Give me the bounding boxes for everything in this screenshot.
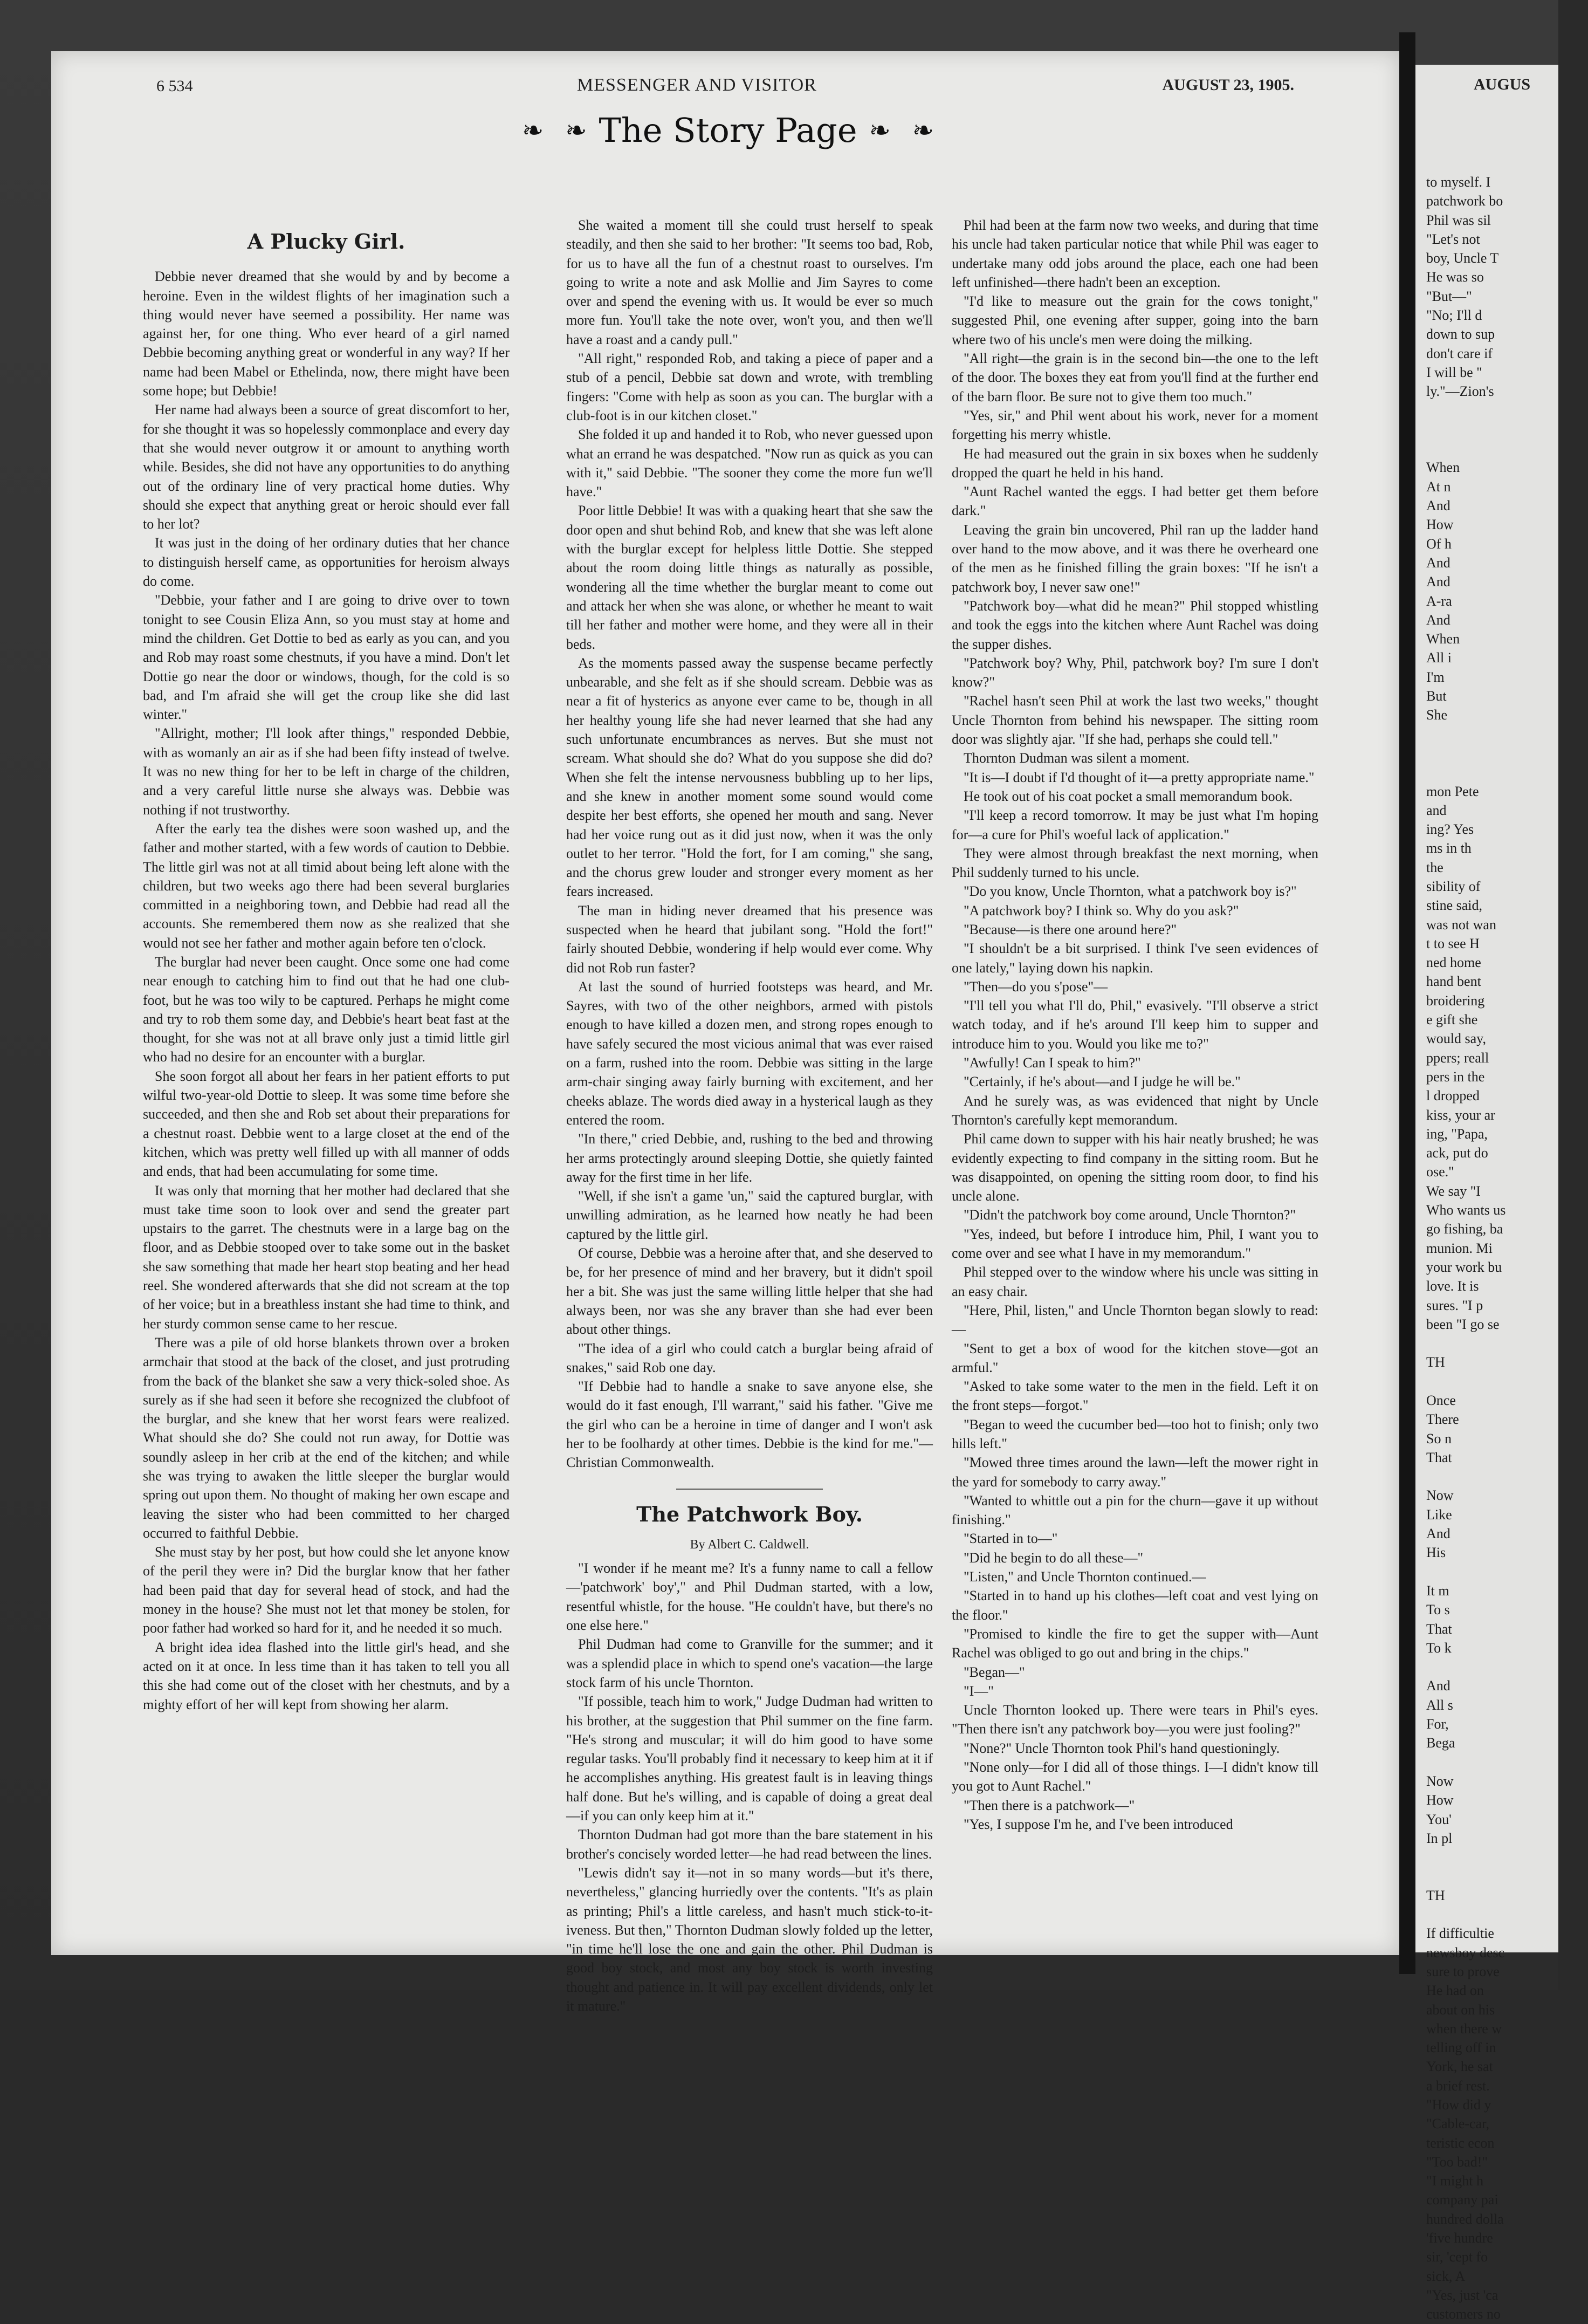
adjacent-page-line: l dropped <box>1426 1088 1480 1104</box>
adjacent-page-line: down to sup <box>1426 326 1495 342</box>
adjacent-page-line: There <box>1426 1411 1459 1428</box>
paragraph: Leaving the grain bin uncovered, Phil ran up the ladder hand over hand to the mow above, and it was there he overheard one of the men as he finished filling the grain boxes: "If he isn't a patchwork boy, I never saw one!" <box>952 522 1318 595</box>
paragraph: "Allright, mother; I'll look after things," responded Debbie, with as womanly an air as if she had been fifty instead of twelve. It was no new thing for her to be left in charge of the children, and a very careful little nurse she always was. Debbie was nothing if not trustworthy. <box>143 725 510 818</box>
adjacent-page-line: was not wan <box>1426 916 1496 933</box>
adjacent-page-line: His <box>1426 1545 1446 1561</box>
adjacent-page-line: stine said, <box>1426 897 1482 914</box>
adjacent-page-line <box>1426 1467 1588 1486</box>
adjacent-page-line: 'five hundre <box>1426 2230 1493 2246</box>
adjacent-page-line: customers no <box>1426 2306 1501 2322</box>
adjacent-page-line: your work bu <box>1426 1259 1502 1275</box>
paragraph: There was a pile of old horse blankets thrown over a broken armchair that stood at the back of the closet, and just protruding from the back of the blanket she saw a very thick-soled shoe. As surely as if she had seen it before she recognized the clubfoot of the burglar, and she knew that her worst fears were realized. What should she do? She could not run away, for Dottie was soundly asleep in her crib at the end of the kitchen; and while she was trying to awaken the little sleeper the burglar would spring out upon them. No thought of making her own escape and leaving the sister who had been committed to her charged occurred to faithful Debbie. <box>143 1334 510 1541</box>
paragraph: Phil stepped over to the window where his uncle was sitting in an easy chair. <box>952 1264 1318 1299</box>
paragraph: "Then there is a patchwork—" <box>964 1797 1135 1813</box>
adjacent-page-line: You' <box>1426 1811 1452 1827</box>
paragraph: "All right," responded Rob, and taking a piece of paper and a stub of a pencil, Debbie sat down and wrote, with trembling fingers: "Come with help as soon as you can. The burglar with a club-foot is in our kitchen closet." <box>566 351 933 423</box>
story-title: The Patchwork Boy. <box>636 1502 863 1526</box>
adjacent-page-line: And <box>1426 574 1450 590</box>
adjacent-page-line: Phil was sil <box>1426 212 1491 228</box>
paragraph: "Rachel hasn't seen Phil at work the last two weeks," thought Uncle Thornton from behind his newspaper. The sitting room door was slightly ajar. "If she had, perhaps she could tell." <box>952 693 1318 748</box>
paragraph: After the early tea the dishes were soon washed up, and the father and mother started, with a few words of caution to Debbie. The little girl was not at all timid about being left alone with the children, but two weeks ago there had been several burglaries committed in a neighboring town, and Debbie had read all the accounts. She remembered them now as she realized that she would not see her father and mother again before ten o'clock. <box>143 820 510 951</box>
paragraph: "Asked to take some water to the men in the field. Left it on the front steps—forgot." <box>952 1379 1318 1414</box>
paragraph: "Aunt Rachel wanted the eggs. I had better get them before dark." <box>952 484 1318 519</box>
adjacent-page-line: "How did y <box>1426 2096 1491 2113</box>
paragraph: "Didn't the patchwork boy come around, Uncle Thornton?" <box>964 1207 1296 1223</box>
paragraph: She soon forgot all about her fears in her patient efforts to put wilful two-year-old Dottie to sleep. It was some time before she succeeded, and then she and Rob set about their preparations for a chestnut roast. Debbie went to a large closet at the end of the kitchen, which was pretty well filled up with all manner of odds and ends, that had been accumulating for some time. <box>143 1068 510 1180</box>
adjacent-page-line: kiss, your ar <box>1426 1107 1495 1123</box>
paragraph: "I'd like to measure out the grain for the cows tonight," suggested Phil, one evening after supper, going into the barn where two of his uncle's men were doing the milking. <box>952 293 1318 347</box>
adjacent-page-line: Like <box>1426 1506 1452 1523</box>
paragraph: "Wanted to whittle out a pin for the churn—gave it up without finishing." <box>952 1492 1318 1528</box>
adjacent-page-line: ms in th <box>1426 840 1472 856</box>
adjacent-page-line: All i <box>1426 650 1452 666</box>
fleuron-icon: ❧ <box>565 116 587 145</box>
paragraph: Thornton Dudman had got more than the bare statement in his brother's concisely worded letter—he had read between the lines. <box>566 1827 933 1862</box>
issue-date: AUGUST 23, 1905. <box>1162 76 1294 94</box>
paragraph: "Yes, sir," and Phil went about his work, never for a moment forgetting his merry whistle. <box>952 407 1318 443</box>
paragraph: It was only that morning that her mother had declared that she must take time soon to look over and send the greater part upstairs to the garret. The chestnuts were in a large bag on the floor, and as Debbie stooped over to take some out in the basket she saw something that made her heart stop beating and her head reel. She wondered afterwards that she did not scream at the top of her voice; but in a breathless instant she had time to think, and her sturdy common sense came to her rescue. <box>143 1182 510 1332</box>
paragraph: Phil came down to supper with his hair neatly brushed; he was evidently expecting to find company in the sitting room. But he was disappointed, on opening the sitting room door, to find his uncle alone. <box>952 1131 1318 1204</box>
adjacent-page-line <box>1426 1657 1588 1676</box>
adjacent-page-line: a brief rest. <box>1426 2078 1490 2094</box>
paragraph: At last the sound of hurried footsteps was heard, and Mr. Sayres, with two of the other neighbors, armed with pistols enough to have killed a dozen men, and strong ropes enough to have safely secured the most vicious animal that was ever raised on a farm, rushed into the room. Debbie was sitting in the large arm-chair singing away fairly burning with excitement, and her cheeks ablaze. The words died away in a hysterical laugh as they entered the room. <box>566 978 933 1128</box>
fleuron-icon: ❧ <box>869 116 891 145</box>
paragraph: "It is—I doubt if I'd thought of it—a pretty appropriate name." <box>964 769 1315 785</box>
adjacent-page-line: That <box>1426 1449 1452 1465</box>
adjacent-page-line: "Cable-car, <box>1426 2116 1490 2132</box>
paper-name: MESSENGER AND VISITOR <box>577 75 817 95</box>
adjacent-page-line: But <box>1426 688 1447 704</box>
adjacent-page-line: don't care if <box>1426 345 1493 361</box>
adjacent-page-line: e gift she <box>1426 1012 1478 1028</box>
adjacent-page-line: hundred dolla <box>1426 2211 1504 2227</box>
adjacent-page-line: ing? Yes <box>1426 821 1474 838</box>
adjacent-page-line: For, <box>1426 1716 1449 1732</box>
adjacent-page-line: I will be " <box>1426 364 1482 380</box>
paragraph: "I—" <box>964 1683 994 1699</box>
adjacent-page-line: "Too bad!" <box>1426 2154 1488 2170</box>
paragraph: "Did he begin to do all these—" <box>964 1550 1144 1566</box>
adjacent-page-line <box>1426 1372 1588 1391</box>
paragraph: "Yes, I suppose I'm he, and I've been introduced <box>964 1816 1233 1832</box>
paragraph: "In there," cried Debbie, and, rushing to the bed and throwing her arms protectingly around sleeping Dottie, she quietly fainted away for the first time in her life. <box>566 1131 933 1185</box>
adjacent-page-line: t to see H <box>1426 935 1480 951</box>
paragraph: Poor little Debbie! It was with a quaking heart that she saw the door open and shut behind Rob, and knew that she was left alone with the burglar except for helpless little Dottie. She stepped about the room doing little things as naturally as possible, wondering all the time whether the burglar meant to come out and attack her when she was alone, or whether he meant to wait till her father and mother were home, and they were all in their beds. <box>566 503 933 652</box>
adjacent-page-line: And <box>1426 554 1450 571</box>
paragraph: "Certainly, if he's about—and I judge he will be." <box>964 1074 1241 1090</box>
adjacent-page-line: We say "I <box>1426 1183 1481 1199</box>
adjacent-page-line: broidering <box>1426 992 1485 1009</box>
adjacent-page-line: patchwork bo <box>1426 193 1503 209</box>
paragraph: He had measured out the grain in six boxes when he suddenly dropped the quart he held in his hand. <box>952 445 1318 481</box>
paragraph: Phil Dudman had come to Granville for the summer; and it was a splendid place in which to spend one's vacation—the large stock farm of his uncle Thornton. <box>566 1636 933 1690</box>
paragraph: "Then—do you s'pose"— <box>964 978 1108 995</box>
adjacent-page-line: ose." <box>1426 1164 1454 1180</box>
adjacent-page-line <box>1426 1562 1588 1581</box>
adjacent-page-line: "But—" <box>1426 288 1472 304</box>
story-title: A Plucky Girl. <box>247 229 405 253</box>
adjacent-page <box>1415 65 1558 2322</box>
paragraph: "I'll keep a record tomorrow. It may be just what I'm hoping for—a cure for Phil's woeful lack of application." <box>952 807 1318 842</box>
paragraph: She folded it up and handed it to Rob, who never guessed upon what an errand he was despatched. "Now run as quick as you can with it," said Debbie. "The sooner they come the more fun we'll have." <box>566 427 933 500</box>
paragraph: "Because—is there one around here?" <box>964 921 1177 937</box>
paragraph: "Here, Phil, listen," and Uncle Thornton began slowly to read:— <box>952 1302 1318 1338</box>
paragraph: "Do you know, Uncle Thornton, what a patchwork boy is?" <box>964 883 1297 900</box>
paragraph: The man in hiding never dreamed that his presence was suspected when he heard that jubilant song. "Hold the fort!" fairly shouted Debbie, wondering if help would ever come. Why did not Rob run faster? <box>566 902 933 976</box>
paragraph: "Awfully! Can I speak to him?" <box>964 1055 1141 1071</box>
adjacent-page-line: When <box>1426 460 1460 476</box>
paragraph: "Started in to hand up his clothes—left coat and vest lying on the floor." <box>952 1588 1318 1623</box>
paragraph: "A patchwork boy? I think so. Why do you ask?" <box>964 902 1239 918</box>
paragraph: "I shouldn't be a bit surprised. I think I've seen evidences of one lately," laying down his napkin. <box>952 941 1318 976</box>
paragraph: "I wonder if he meant me? It's a funny name to call a fellow—'patchwork' boy'," and Phil Dudman started, with a low, resentful whistle, for the house. "He couldn't have, but there's no one else here." <box>566 1560 933 1634</box>
adjacent-page-line: That <box>1426 1621 1452 1637</box>
paragraph: "Debbie, your father and I are going to drive over to town tonight to see Cousin Eliza Ann, so you must stay at home and mind the children. Get Dottie to bed as early as you can, and you and Rob may roast some chestnuts, if you have a mind. Don't let Dottie go near the door or windows, though, for the cold is so bad, and I'm afraid she will get the croup like she did last winter." <box>143 592 510 723</box>
adjacent-page-line: It m <box>1426 1582 1449 1599</box>
adjacent-page-line: In pl <box>1426 1830 1453 1846</box>
paragraph: They were almost through breakfast the next morning, when Phil suddenly turned to his uncle. <box>952 845 1318 881</box>
paragraph: "If possible, teach him to work," Judge Dudman had written to his brother, at the suggestion that Phil summer on the fine farm. "He's strong and muscular; it will do him good to have some regular tasks. You'll probably find it necessary to keep him at it if he accomplishes anything. His greatest fault is in leaving things half done. But he's willing, and is capable of doing a great deal—if you can only keep him at it." <box>566 1694 933 1824</box>
adjacent-page-line: munion. Mi <box>1426 1240 1493 1256</box>
paragraph: And he surely was, as was evidenced that night by Uncle Thornton's carefully kept memorandum. <box>952 1093 1318 1128</box>
adjacent-page-line: ned home <box>1426 955 1481 971</box>
adjacent-page-line: I'm <box>1426 669 1445 685</box>
section-title <box>485 111 971 170</box>
adjacent-page-line: Once <box>1426 1393 1456 1408</box>
page-gutter <box>1399 32 1415 1974</box>
adjacent-page-line: She <box>1426 707 1447 723</box>
adjacent-page-line <box>1426 439 1588 458</box>
adjacent-page-line: company pai <box>1426 2192 1498 2208</box>
adjacent-page-line: sures. "I p <box>1426 1297 1483 1313</box>
adjacent-page-line: hand bent <box>1426 974 1481 990</box>
adjacent-page-header: AUGUS <box>1474 76 1531 93</box>
adjacent-page-line <box>1426 401 1588 420</box>
adjacent-page-line <box>1426 1867 1588 1886</box>
adjacent-page-line: And <box>1426 498 1450 514</box>
paragraph: "Started in to—" <box>964 1531 1058 1547</box>
fleuron-icon: ❧ <box>912 116 934 145</box>
adjacent-page-line: ing, "Papa, <box>1426 1126 1488 1142</box>
paragraph: "None?" Uncle Thornton took Phil's hand questioningly. <box>964 1740 1280 1756</box>
paragraph: Her name had always been a source of great discomfort to her, for she thought it was so hopelessly commonplace and every day that she would never outgrow it or amount to anything worth while. Besides, she did not have any opportunities to do anything out of the ordinary line of very practical home duties. Why should she expect that anything great or heroic should ever fall to her lot? <box>143 402 510 532</box>
adjacent-page-line: teristic econ <box>1426 2135 1495 2151</box>
paragraph: "The idea of a girl who could catch a burglar being afraid of snakes," said Rob one day. <box>566 1340 933 1375</box>
paragraph: "Began—" <box>964 1664 1025 1680</box>
adjacent-page-line: TH <box>1426 1887 1445 1903</box>
adjacent-page-line: Now <box>1426 1487 1454 1504</box>
adjacent-page-line: So n <box>1426 1430 1452 1446</box>
adjacent-page-line: "Yes, just 'ca <box>1426 2287 1498 2303</box>
paragraph: "If Debbie had to handle a snake to save anyone else, she would do it fast enough, I'll warrant," said his father. "Give me the girl who can be a heroine in time of danger and I won't ask her to be foolhardy at other times. Debbie is the kind for me."—Christian Commonwealth. <box>566 1379 933 1471</box>
paragraph: "Sent to get a box of wood for the kitchen stove—got an armful." <box>952 1340 1318 1375</box>
adjacent-page-line: All s <box>1426 1697 1453 1713</box>
adjacent-page-line <box>1426 725 1588 744</box>
paragraph: "Promised to kindle the fire to get the supper with—Aunt Rachel was obliged to go out and bring in the chips." <box>952 1626 1318 1661</box>
text-column-2 <box>566 216 933 2014</box>
paragraph: It was just in the doing of her ordinary duties that her chance to distinguish herself came, as opportunities for heroism always do come. <box>143 535 510 589</box>
story-byline: By Albert C. Caldwell. <box>690 1537 809 1552</box>
adjacent-page-text <box>1426 173 1588 2324</box>
adjacent-page-line: the <box>1426 859 1443 875</box>
section-heading: The Story Page <box>599 111 857 150</box>
adjacent-page-line: Bega <box>1426 1735 1455 1751</box>
adjacent-page-line: He had on <box>1426 1983 1484 1999</box>
adjacent-page-line <box>1426 763 1588 781</box>
adjacent-page-line: York, he sat <box>1426 2059 1493 2075</box>
paragraph: The burglar had never been caught. Once some one had come near enough to catching him to find out that he had one club-foot, but he was too wily to be captured. Perhaps he might come and try to rob them some day, and Debbie's heart beat fast at the thought, for she was not at all brave only just a timid little girl who had no desire for an encounter with a burglar. <box>143 954 510 1065</box>
adjacent-page-line: when there w <box>1426 2020 1502 2037</box>
adjacent-page-line <box>1426 1334 1588 1353</box>
text-column-1 <box>143 216 510 1915</box>
adjacent-page-line: boy, Uncle T <box>1426 250 1499 266</box>
paragraph: "Well, if she isn't a game 'un," said the captured burglar, with unwilling admiration, as he learned how neatly he had been captured by the little girl. <box>566 1188 933 1242</box>
paragraph: Of course, Debbie was a heroine after that, and she deserved to be, for her presence of mind and her bravery, but it didn't spoil her a bit. She was just the same willing little helper that she had always been, nor was she any braver than she had ever been about other things. <box>566 1245 933 1338</box>
paragraph: Phil had been at the farm now two weeks, and during that time his uncle had taken particular notice that while Phil was eager to undertake many odd jobs around the place, each one had been left unfinished—there hadn't been an exception. <box>952 217 1318 290</box>
fleuron-icon: ❧ <box>522 116 544 145</box>
adjacent-page-line: How <box>1426 1792 1454 1808</box>
paragraph: "Patchwork boy—what did he mean?" Phil stopped whistling and took the eggs into the kitchen where Aunt Rachel was doing the supper dishes. <box>952 598 1318 652</box>
paragraph: "I'll tell you what I'll do, Phil," evasively. "I'll observe a strict watch today, and if he's around I'll keep him to supper and introduce him to you. Would you like me to?" <box>952 998 1318 1052</box>
adjacent-page-line: At n <box>1426 478 1451 495</box>
adjacent-page-line: go fishing, ba <box>1426 1221 1503 1237</box>
adjacent-page-line: Of h <box>1426 536 1452 552</box>
adjacent-page-line: "Let's not <box>1426 231 1480 247</box>
paragraph: As the moments passed away the suspense became perfectly unbearable, and she felt as if she should scream. Debbie was as near a fit of hysterics as anyone ever came to be, though in all her healthy young life she had never learned that she had any such unfortunate encumbrances as nerves. But she must not scream. What should she do? What do you suppose she did do? When she felt the intense nervousness bubbling up to her lips, and she knew in another moment some sound would come despite her best efforts, she opened her mouth and sang. Never had her voice rung out as it did just now, when it was the only outlet to her terror. "Hold the fort, for I am coming," she sang, and the chorus grew louder and stronger every moment as her fears increased. <box>566 655 933 900</box>
adjacent-page-line: and <box>1426 802 1447 818</box>
paragraph: "Lewis didn't say it—not in so many words—but it's there, nevertheless," glancing hurriedly over the contents. "It's as plain as printing; Phil's a little careless, and hasn't much stick-to-it-iveness. But then," Thornton Dudman slowly folded up the letter, "in time he'll lose the one and gain the other. Phil Dudman is good boy stock, and most any boy stock is worth investing thought and patience in. It will pay excellent dividends, only let it mature." <box>566 1864 933 2014</box>
story-divider <box>676 1489 823 1490</box>
adjacent-page-line: been "I go se <box>1426 1316 1500 1332</box>
adjacent-page-line: ly."—Zion's <box>1426 383 1494 400</box>
adjacent-page-line: To s <box>1426 1602 1450 1618</box>
adjacent-page-line: pers in the <box>1426 1068 1485 1085</box>
adjacent-page-line: sure to prove <box>1426 1963 1500 1979</box>
adjacent-page-line: And <box>1426 1526 1450 1542</box>
paragraph: "Yes, indeed, but before I introduce him, Phil, I want you to come over and see what I have in my memorandum." <box>952 1226 1318 1262</box>
adjacent-page-line: sibility of <box>1426 878 1481 894</box>
adjacent-page-line: And <box>1426 1678 1450 1694</box>
adjacent-page-line: TH <box>1426 1354 1445 1370</box>
paragraph: She must stay by her post, but how could she let anyone know of the peril they were in? Did the burglar know that her father had been paid that day for several head of stock, and had the money in the house? She must not let that money be stolen, for poor father had worked so hard for it, and he needed it so much. <box>143 1544 510 1636</box>
adjacent-page-line: Now <box>1426 1773 1454 1789</box>
adjacent-page-line: newsboy desc <box>1426 1944 1505 1960</box>
paragraph: A bright idea idea flashed into the little girl's head, and she acted on it at once. In less time than it has taken to tell you all this she had come out of the closet with her chestnuts, and by a mighty effort of her will kept from showing her alarm. <box>143 1639 510 1712</box>
paragraph: He took out of his coat pocket a small memorandum book. <box>964 788 1293 804</box>
adjacent-page-line: mon Pete <box>1426 783 1479 799</box>
adjacent-page-line: Who wants us <box>1426 1202 1506 1218</box>
adjacent-page-line <box>1426 1905 1588 1924</box>
masthead <box>156 72 1294 104</box>
adjacent-page-line <box>1426 420 1588 439</box>
paragraph: "All right—the grain is in the second bin—the one to the left of the door. The boxes they eat from you'll find at the further end of the barn floor. Be sure not to give them too much." <box>952 351 1318 405</box>
paragraph: She waited a moment till she could trust herself to speak steadily, and then she said to her brother: "It seems too bad, Rob, for us to have all the fun of a chestnut roast to ourselves. I'm going to write a note and ask Mollie and Jim Sayres to come over and spend the evening with us. It would be ever so much more fun. You'll take the note over, won't you, and then we'll have a roast and a candy pull." <box>566 217 933 347</box>
adjacent-page-line: ack, put do <box>1426 1145 1488 1161</box>
adjacent-page-line: telling off in <box>1426 2040 1496 2056</box>
adjacent-page-line: And <box>1426 612 1450 628</box>
paragraph: Thornton Dudman was silent a moment. <box>964 750 1190 766</box>
adjacent-page-line: If difficultie <box>1426 1925 1494 1942</box>
paragraph: "Mowed three times around the lawn—left the mower right in the yard for somebody to carry away." <box>952 1455 1318 1490</box>
paragraph: "Began to weed the cucumber bed—too hot to finish; only two hills left." <box>952 1416 1318 1451</box>
adjacent-page-line: about on his <box>1426 2001 1495 2018</box>
adjacent-page-line <box>1426 1848 1588 1867</box>
adjacent-page-line: love. It is <box>1426 1278 1479 1294</box>
paragraph: "Listen," and Uncle Thornton continued.— <box>964 1569 1206 1585</box>
adjacent-page-line: A-ra <box>1426 593 1452 609</box>
adjacent-page-line: "I might h <box>1426 2173 1483 2189</box>
adjacent-page-line: When <box>1426 631 1460 647</box>
adjacent-page-line: would say, <box>1426 1031 1486 1047</box>
adjacent-page-line: sick, A <box>1426 2268 1466 2284</box>
adjacent-page-line: ppers; reall <box>1426 1050 1489 1066</box>
adjacent-page-line: To k <box>1426 1640 1452 1656</box>
text-column-3 <box>952 216 1318 1915</box>
adjacent-page-line <box>1426 1753 1588 1772</box>
adjacent-page-line: How <box>1426 517 1454 533</box>
paragraph: Uncle Thornton looked up. There were tears in Phil's eyes. "Then there isn't any patchwork boy—you were just fooling?" <box>952 1702 1318 1737</box>
paragraph: "None only—for I did all of those things. I—I didn't know till you got to Aunt Rachel." <box>952 1759 1318 1794</box>
page-number: 6 534 <box>156 77 193 95</box>
adjacent-page-line: He was so <box>1426 269 1484 285</box>
adjacent-page-line <box>1426 744 1588 763</box>
paragraph: Debbie never dreamed that she would by and by become a heroine. Even in the wildest flights of her imagination such a thing would never have seemed a possibility. Her name was against her, for one thing. Who ever heard of a girl named Debbie becoming anything great or wonderful in any way? If her name had been Mabel or Ethelinda, now, there might have been some hope; but Debbie! <box>143 269 510 399</box>
adjacent-page-line: sir, 'cept fo <box>1426 2249 1488 2265</box>
adjacent-page-line: to myself. I <box>1426 174 1491 190</box>
paragraph: "Patchwork boy? Why, Phil, patchwork boy? I'm sure I don't know?" <box>952 655 1318 690</box>
adjacent-page-line: "No; I'll d <box>1426 307 1482 324</box>
